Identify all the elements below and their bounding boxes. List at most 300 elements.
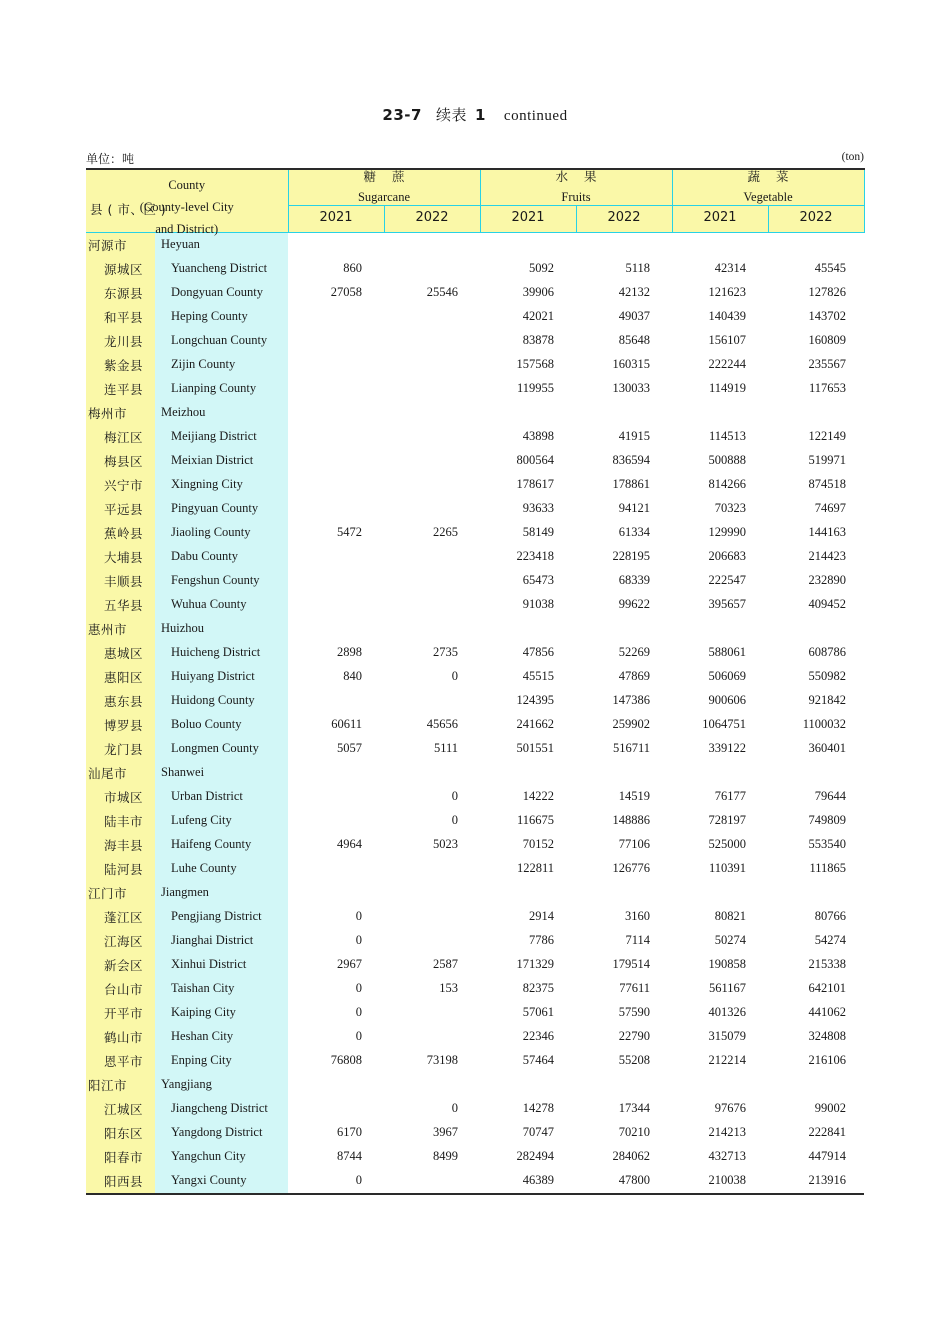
table-row (86, 569, 864, 593)
row-county-name-en: Yangchun City (155, 1145, 288, 1169)
cell-sugarcane-2021: 60611 (288, 713, 384, 737)
row-county-name-en: Taishan City (155, 977, 288, 1001)
row-city-name-cn: 梅州市 (86, 401, 155, 425)
cell-sugarcane-2022 (384, 689, 480, 713)
cell-vegetable-2021: 140439 (672, 305, 768, 329)
cell-fruits-2021 (480, 1073, 576, 1097)
cell-fruits-2021: 116675 (480, 809, 576, 833)
cell-sugarcane-2021 (288, 473, 384, 497)
continued-label-en: continued (503, 108, 568, 124)
cell-vegetable-2021: 70323 (672, 497, 768, 521)
row-county-name-en: Pingyuan County (155, 497, 288, 521)
row-county-name-cn: 龙门县 (86, 737, 155, 761)
cell-vegetable-2022: 921842 (768, 689, 864, 713)
cell-fruits-2022: 42132 (576, 281, 672, 305)
cell-fruits-2022: 5118 (576, 257, 672, 281)
cell-vegetable-2021: 315079 (672, 1025, 768, 1049)
row-county-name-cn: 惠阳区 (86, 665, 155, 689)
cell-vegetable-2021: 500888 (672, 449, 768, 473)
header-year-sugarcane-2021: 2021 (288, 205, 384, 232)
cell-vegetable-2021: 506069 (672, 665, 768, 689)
cell-vegetable-2021: 50274 (672, 929, 768, 953)
cell-fruits-2021: 39906 (480, 281, 576, 305)
header-year-vegetable-2021: 2021 (672, 205, 768, 232)
cell-sugarcane-2021 (288, 1097, 384, 1121)
row-city-name-cn: 惠州市 (86, 617, 155, 641)
cell-fruits-2021: 2914 (480, 905, 576, 929)
cell-fruits-2021: 122811 (480, 857, 576, 881)
row-county-name-cn: 陆丰市 (86, 809, 155, 833)
cell-vegetable-2022: 216106 (768, 1049, 864, 1073)
header-year-fruits-2021: 2021 (480, 205, 576, 232)
table-row (86, 401, 864, 425)
cell-fruits-2022: 160315 (576, 353, 672, 377)
cell-sugarcane-2022: 0 (384, 785, 480, 809)
cell-sugarcane-2022 (384, 377, 480, 401)
unit-label-cn: 单位：吨 (86, 152, 135, 166)
table-row (86, 809, 864, 833)
cell-sugarcane-2022: 3967 (384, 1121, 480, 1145)
cell-fruits-2022: 41915 (576, 425, 672, 449)
cell-vegetable-2021 (672, 401, 768, 425)
cell-fruits-2022: 516711 (576, 737, 672, 761)
cell-sugarcane-2022 (384, 1169, 480, 1194)
table-row (86, 305, 864, 329)
cell-vegetable-2021: 1064751 (672, 713, 768, 737)
table-row (86, 929, 864, 953)
cell-vegetable-2022: 749809 (768, 809, 864, 833)
row-county-name-cn: 丰顺县 (86, 569, 155, 593)
table-row (86, 353, 864, 377)
table-row (86, 1121, 864, 1145)
cell-vegetable-2022: 117653 (768, 377, 864, 401)
header-group-vegetable (672, 169, 864, 205)
row-county-name-en: Jiaoling County (155, 521, 288, 545)
cell-sugarcane-2022: 2735 (384, 641, 480, 665)
row-county-name-en: Jiangcheng District (155, 1097, 288, 1121)
cell-sugarcane-2022 (384, 545, 480, 569)
cell-vegetable-2022: 235567 (768, 353, 864, 377)
cell-vegetable-2022: 441062 (768, 1001, 864, 1025)
row-county-name-en: Urban District (155, 785, 288, 809)
table-header (86, 169, 864, 236)
cell-vegetable-2022: 608786 (768, 641, 864, 665)
table-row (86, 377, 864, 401)
statistics-table (86, 168, 865, 1195)
table-row (86, 1025, 864, 1049)
row-county-name-en: Huidong County (155, 689, 288, 713)
cell-sugarcane-2021 (288, 1073, 384, 1097)
cell-vegetable-2021: 42314 (672, 257, 768, 281)
cell-sugarcane-2021: 5057 (288, 737, 384, 761)
cell-sugarcane-2021: 0 (288, 1169, 384, 1194)
cell-fruits-2022: 77106 (576, 833, 672, 857)
header-rowlabel-cell (86, 169, 288, 236)
cell-fruits-2021: 124395 (480, 689, 576, 713)
cell-fruits-2022: 284062 (576, 1145, 672, 1169)
row-county-name-cn: 紫金县 (86, 353, 155, 377)
cell-vegetable-2022: 213916 (768, 1169, 864, 1194)
cell-sugarcane-2021 (288, 545, 384, 569)
cell-fruits-2021: 83878 (480, 329, 576, 353)
cell-vegetable-2022: 553540 (768, 833, 864, 857)
header-group-vegetable-cn: 蔬 菜 (747, 169, 795, 184)
cell-fruits-2022: 22790 (576, 1025, 672, 1049)
cell-vegetable-2021: 900606 (672, 689, 768, 713)
table-row (86, 329, 864, 353)
row-county-name-cn: 连平县 (86, 377, 155, 401)
cell-fruits-2021: 70747 (480, 1121, 576, 1145)
cell-vegetable-2021: 114513 (672, 425, 768, 449)
cell-vegetable-2022: 222841 (768, 1121, 864, 1145)
cell-fruits-2022: 3160 (576, 905, 672, 929)
cell-vegetable-2021 (672, 617, 768, 641)
table-row (86, 545, 864, 569)
cell-sugarcane-2022 (384, 1001, 480, 1025)
cell-fruits-2022: 14519 (576, 785, 672, 809)
cell-sugarcane-2021: 0 (288, 1001, 384, 1025)
cell-fruits-2021: 22346 (480, 1025, 576, 1049)
header-group-sugarcane (288, 169, 480, 205)
cell-sugarcane-2021 (288, 593, 384, 617)
cell-fruits-2022 (576, 1073, 672, 1097)
cell-sugarcane-2021 (288, 497, 384, 521)
table-row (86, 857, 864, 881)
unit-line (86, 150, 864, 166)
cell-sugarcane-2022 (384, 473, 480, 497)
table-row (86, 1073, 864, 1097)
cell-sugarcane-2021 (288, 617, 384, 641)
cell-sugarcane-2021: 0 (288, 1025, 384, 1049)
row-county-name-en: Jianghai District (155, 929, 288, 953)
table-row (86, 953, 864, 977)
cell-fruits-2022 (576, 761, 672, 785)
row-city-name-en: Heyuan (155, 232, 288, 257)
cell-fruits-2021: 46389 (480, 1169, 576, 1194)
row-county-name-en: Yangxi County (155, 1169, 288, 1194)
cell-fruits-2022: 55208 (576, 1049, 672, 1073)
cell-vegetable-2022: 447914 (768, 1145, 864, 1169)
cell-fruits-2021: 70152 (480, 833, 576, 857)
table-row (86, 713, 864, 737)
cell-vegetable-2022: 79644 (768, 785, 864, 809)
cell-fruits-2022: 179514 (576, 953, 672, 977)
cell-fruits-2021: 7786 (480, 929, 576, 953)
cell-vegetable-2022: 642101 (768, 977, 864, 1001)
cell-fruits-2022 (576, 881, 672, 905)
cell-sugarcane-2022: 2265 (384, 521, 480, 545)
cell-sugarcane-2022: 5023 (384, 833, 480, 857)
cell-fruits-2021 (480, 401, 576, 425)
table-row (86, 785, 864, 809)
table-row (86, 617, 864, 641)
cell-vegetable-2022: 160809 (768, 329, 864, 353)
cell-sugarcane-2022 (384, 329, 480, 353)
row-county-name-cn: 梅县区 (86, 449, 155, 473)
cell-sugarcane-2021: 6170 (288, 1121, 384, 1145)
cell-fruits-2021: 178617 (480, 473, 576, 497)
cell-fruits-2021: 57464 (480, 1049, 576, 1073)
cell-fruits-2022: 68339 (576, 569, 672, 593)
cell-fruits-2021: 241662 (480, 713, 576, 737)
cell-vegetable-2022: 45545 (768, 257, 864, 281)
cell-fruits-2022: 836594 (576, 449, 672, 473)
cell-sugarcane-2022 (384, 305, 480, 329)
table-row (86, 1049, 864, 1073)
cell-fruits-2021: 43898 (480, 425, 576, 449)
row-county-name-en: Dongyuan County (155, 281, 288, 305)
cell-vegetable-2022: 215338 (768, 953, 864, 977)
cell-vegetable-2021: 432713 (672, 1145, 768, 1169)
cell-sugarcane-2022 (384, 425, 480, 449)
row-county-name-cn: 平远县 (86, 497, 155, 521)
header-county-en-line1: County (168, 178, 206, 192)
cell-vegetable-2022: 54274 (768, 929, 864, 953)
row-county-name-en: Heping County (155, 305, 288, 329)
cell-fruits-2022: 47800 (576, 1169, 672, 1194)
cell-vegetable-2021: 222244 (672, 353, 768, 377)
cell-sugarcane-2021: 860 (288, 257, 384, 281)
cell-fruits-2022 (576, 617, 672, 641)
cell-fruits-2021: 42021 (480, 305, 576, 329)
cell-vegetable-2022: 214423 (768, 545, 864, 569)
header-group-row (86, 169, 864, 205)
cell-vegetable-2021: 588061 (672, 641, 768, 665)
row-county-name-en: Longmen County (155, 737, 288, 761)
cell-fruits-2022: 228195 (576, 545, 672, 569)
row-county-name-en: Meixian District (155, 449, 288, 473)
cell-fruits-2022: 70210 (576, 1121, 672, 1145)
cell-fruits-2021: 14278 (480, 1097, 576, 1121)
cell-fruits-2022: 61334 (576, 521, 672, 545)
cell-sugarcane-2021: 4964 (288, 833, 384, 857)
cell-sugarcane-2022 (384, 857, 480, 881)
table-row (86, 977, 864, 1001)
cell-sugarcane-2021 (288, 425, 384, 449)
cell-vegetable-2022: 360401 (768, 737, 864, 761)
table-row (86, 761, 864, 785)
cell-fruits-2022 (576, 401, 672, 425)
cell-sugarcane-2021 (288, 377, 384, 401)
table-row (86, 737, 864, 761)
header-group-vegetable-en: Vegetable (743, 190, 793, 205)
cell-vegetable-2021: 97676 (672, 1097, 768, 1121)
cell-sugarcane-2021: 840 (288, 665, 384, 689)
row-county-name-cn: 阳春市 (86, 1145, 155, 1169)
cell-vegetable-2022 (768, 401, 864, 425)
cell-fruits-2021: 14222 (480, 785, 576, 809)
cell-fruits-2021: 501551 (480, 737, 576, 761)
cell-sugarcane-2022 (384, 353, 480, 377)
table-row (86, 833, 864, 857)
cell-sugarcane-2021: 5472 (288, 521, 384, 545)
cell-fruits-2021: 171329 (480, 953, 576, 977)
cell-sugarcane-2021 (288, 857, 384, 881)
header-year-sugarcane-2022: 2022 (384, 205, 480, 232)
cell-fruits-2022: 52269 (576, 641, 672, 665)
cell-sugarcane-2022 (384, 929, 480, 953)
cell-sugarcane-2022: 0 (384, 665, 480, 689)
row-county-name-cn: 兴宁市 (86, 473, 155, 497)
cell-sugarcane-2021 (288, 785, 384, 809)
table-row (86, 281, 864, 305)
cell-sugarcane-2021 (288, 569, 384, 593)
cell-fruits-2022: 85648 (576, 329, 672, 353)
header-group-sugarcane-en: Sugarcane (357, 190, 411, 205)
header-group-fruits-cn: 水 果 (555, 169, 603, 184)
row-county-name-cn: 阳西县 (86, 1169, 155, 1194)
row-county-name-en: Yangdong District (155, 1121, 288, 1145)
cell-vegetable-2021: 525000 (672, 833, 768, 857)
row-county-name-en: Lianping County (155, 377, 288, 401)
cell-vegetable-2022: 122149 (768, 425, 864, 449)
table-row (86, 593, 864, 617)
cell-vegetable-2021: 210038 (672, 1169, 768, 1194)
row-city-name-en: Shanwei (155, 761, 288, 785)
table-row (86, 521, 864, 545)
cell-sugarcane-2021 (288, 329, 384, 353)
table-row (86, 473, 864, 497)
row-county-name-cn: 和平县 (86, 305, 155, 329)
table-row (86, 1169, 864, 1194)
row-county-name-cn: 开平市 (86, 1001, 155, 1025)
row-county-name-cn: 源城区 (86, 257, 155, 281)
cell-sugarcane-2021 (288, 232, 384, 257)
row-county-name-en: Meijiang District (155, 425, 288, 449)
row-city-name-en: Meizhou (155, 401, 288, 425)
cell-vegetable-2021: 222547 (672, 569, 768, 593)
row-county-name-en: Heshan City (155, 1025, 288, 1049)
cell-fruits-2022: 77611 (576, 977, 672, 1001)
cell-vegetable-2021 (672, 232, 768, 257)
cell-sugarcane-2022 (384, 449, 480, 473)
cell-sugarcane-2022 (384, 1073, 480, 1097)
table-row (86, 1001, 864, 1025)
row-county-name-en: Lufeng City (155, 809, 288, 833)
header-year-vegetable-2022: 2022 (768, 205, 864, 232)
table-row (86, 665, 864, 689)
cell-sugarcane-2022 (384, 761, 480, 785)
row-county-name-en: Boluo County (155, 713, 288, 737)
cell-vegetable-2021: 190858 (672, 953, 768, 977)
cell-fruits-2021: 223418 (480, 545, 576, 569)
cell-fruits-2022: 259902 (576, 713, 672, 737)
row-county-name-en: Xingning City (155, 473, 288, 497)
row-city-name-cn: 河源市 (86, 232, 155, 257)
table-row (86, 257, 864, 281)
table-row (86, 641, 864, 665)
cell-fruits-2021 (480, 617, 576, 641)
row-county-name-cn: 台山市 (86, 977, 155, 1001)
cell-sugarcane-2021 (288, 761, 384, 785)
cell-fruits-2022: 130033 (576, 377, 672, 401)
row-city-name-en: Huizhou (155, 617, 288, 641)
cell-sugarcane-2021: 0 (288, 905, 384, 929)
cell-fruits-2022: 57590 (576, 1001, 672, 1025)
cell-fruits-2021: 800564 (480, 449, 576, 473)
cell-vegetable-2022: 324808 (768, 1025, 864, 1049)
cell-fruits-2021: 282494 (480, 1145, 576, 1169)
continued-number: 1 (474, 106, 486, 124)
cell-sugarcane-2022: 45656 (384, 713, 480, 737)
cell-fruits-2022: 47869 (576, 665, 672, 689)
cell-sugarcane-2021: 0 (288, 929, 384, 953)
cell-sugarcane-2022: 5111 (384, 737, 480, 761)
row-county-name-en: Huicheng District (155, 641, 288, 665)
row-county-name-en: Kaiping City (155, 1001, 288, 1025)
cell-sugarcane-2022: 8499 (384, 1145, 480, 1169)
table-number: 23-7 (382, 106, 422, 124)
cell-fruits-2021: 157568 (480, 353, 576, 377)
row-county-name-cn: 海丰县 (86, 833, 155, 857)
cell-fruits-2021: 5092 (480, 257, 576, 281)
cell-fruits-2021: 91038 (480, 593, 576, 617)
cell-vegetable-2021 (672, 1073, 768, 1097)
table-row (86, 1145, 864, 1169)
cell-vegetable-2021: 214213 (672, 1121, 768, 1145)
table-row (86, 1097, 864, 1121)
cell-sugarcane-2021: 8744 (288, 1145, 384, 1169)
cell-vegetable-2021: 129990 (672, 521, 768, 545)
row-county-name-en: Zijin County (155, 353, 288, 377)
cell-vegetable-2021: 76177 (672, 785, 768, 809)
cell-fruits-2021 (480, 881, 576, 905)
cell-sugarcane-2021: 2898 (288, 641, 384, 665)
table-row (86, 689, 864, 713)
cell-fruits-2022: 148886 (576, 809, 672, 833)
cell-vegetable-2021: 121623 (672, 281, 768, 305)
cell-fruits-2021: 47856 (480, 641, 576, 665)
cell-fruits-2021 (480, 761, 576, 785)
cell-vegetable-2021 (672, 761, 768, 785)
row-city-name-en: Jiangmen (155, 881, 288, 905)
cell-fruits-2022: 178861 (576, 473, 672, 497)
cell-sugarcane-2021 (288, 353, 384, 377)
header-year-fruits-2022: 2022 (576, 205, 672, 232)
row-county-name-cn: 鹤山市 (86, 1025, 155, 1049)
cell-sugarcane-2022 (384, 593, 480, 617)
cell-fruits-2021: 65473 (480, 569, 576, 593)
row-county-name-cn: 江城区 (86, 1097, 155, 1121)
cell-fruits-2022 (576, 232, 672, 257)
cell-vegetable-2021: 561167 (672, 977, 768, 1001)
cell-sugarcane-2022: 2587 (384, 953, 480, 977)
cell-vegetable-2022: 74697 (768, 497, 864, 521)
row-city-name-en: Yangjiang (155, 1073, 288, 1097)
cell-sugarcane-2021: 0 (288, 977, 384, 1001)
cell-sugarcane-2022 (384, 257, 480, 281)
cell-vegetable-2022: 409452 (768, 593, 864, 617)
cell-vegetable-2021: 114919 (672, 377, 768, 401)
header-group-fruits-en: Fruits (561, 190, 591, 205)
cell-vegetable-2022: 550982 (768, 665, 864, 689)
cell-sugarcane-2022 (384, 881, 480, 905)
row-county-name-cn: 博罗县 (86, 713, 155, 737)
cell-sugarcane-2021 (288, 449, 384, 473)
row-county-name-cn: 市城区 (86, 785, 155, 809)
cell-vegetable-2022: 80766 (768, 905, 864, 929)
cell-fruits-2022: 126776 (576, 857, 672, 881)
row-county-name-en: Dabu County (155, 545, 288, 569)
cell-fruits-2022: 49037 (576, 305, 672, 329)
page-title (0, 104, 950, 125)
cell-fruits-2021: 45515 (480, 665, 576, 689)
cell-fruits-2022: 94121 (576, 497, 672, 521)
cell-vegetable-2021: 212214 (672, 1049, 768, 1073)
cell-sugarcane-2021: 27058 (288, 281, 384, 305)
cell-fruits-2022: 7114 (576, 929, 672, 953)
header-group-fruits (480, 169, 672, 205)
